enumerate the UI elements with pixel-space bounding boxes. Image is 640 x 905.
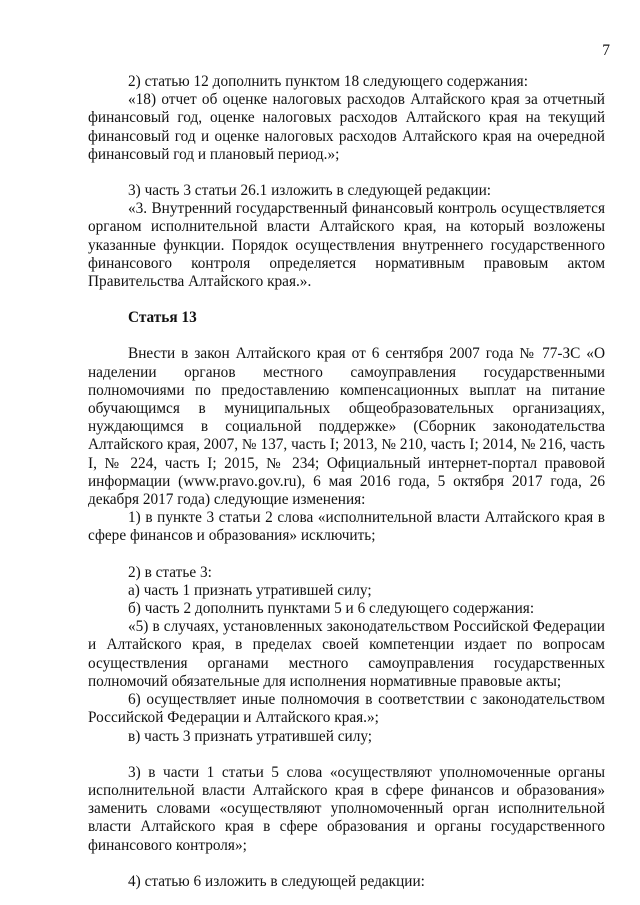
page-number: 7 [602, 42, 610, 59]
paragraph: 1) в пункте 3 статьи 2 слова «исполнительной власти Алтайского края в сфере финансов и образования» исключить; [88, 509, 605, 545]
paragraph: 4) статью 6 изложить в следующей редакции: [128, 872, 425, 890]
paragraph: «18) отчет об оценке налоговых расходов Алтайского края за отчетный финансовый год, оценке налоговых расходов Алтайского края на текущий финансовый год и оценке налоговых расходов Алтайского края на очередной финансовый год и плановый период.»; [88, 91, 605, 163]
paragraph: б) часть 2 дополнить пунктами 5 и 6 следующего содержания: [128, 600, 535, 618]
paragraph-gap [88, 327, 605, 345]
paragraph: 6) осуществляет иные полномочия в соответствии с законодательством Российской Федерации и Алтайского края.»; [88, 691, 605, 727]
paragraph: 3) в части 1 статьи 5 слова «осуществляют уполномоченные органы исполнительной власти Алтайского края в сфере финансов и образования» заменить словами «осуществляют уполномоченный орган исполнительной власти Алтайского края в сфере образования и органы государственного финансового контроля»; [88, 763, 605, 854]
paragraph: «5) в случаях, установленных законодательством Российской Федерации и Алтайского края, в пределах своей компетенции издает по вопросам осуществления органами местного самоуправления государственных полномочий обязательные для исполнения нормативные правовые акты; [88, 618, 605, 690]
paragraph: 3) часть 3 статьи 26.1 изложить в следующей редакции: [128, 182, 492, 200]
paragraph-gap [88, 746, 605, 764]
paragraph: 2) в статье 3: [128, 563, 212, 581]
document-body [88, 73, 605, 891]
paragraph: в) часть 3 признать утратившей силу; [128, 727, 373, 745]
article-heading: Статья 13 [128, 309, 197, 327]
paragraph: «3. Внутренний государственный финансовый контроль осуществляется органом исполнительной власти Алтайского края, на который возложены указанные функции. Порядок осуществления внутреннего государственного финансового контроля определяется нормативным правовым актом Правительства Алтайского края.». [88, 200, 605, 291]
paragraph-gap [88, 855, 605, 873]
paragraph: а) часть 1 признать утратившей силу; [128, 581, 372, 599]
paragraph-gap [88, 291, 605, 309]
paragraph-gap [88, 546, 605, 564]
paragraph: 2) статью 12 дополнить пунктом 18 следующего содержания: [128, 73, 528, 90]
paragraph: Внести в закон Алтайского края от 6 сентября 2007 года № 77-ЗС «О наделении органов местного самоуправления государственными полномочиями по предоставлению компенсационных выплат на питание обучающимся в муниципальных общеобразовательных организациях, нуждающимся в социальной поддержке» (Сборник законодательства Алтайского края, 2007, № 137, часть I; 2013, № 210, часть I; 2014, № 216, часть I, № 224, часть I; 2015, № 234; Официальный интернет-портал правовой информации (www.pravo.gov.ru), 6 мая 2016 года, 5 октября 2017 года, 26 декабря 2017 года) следующие изменения: [88, 345, 605, 509]
paragraph-gap [88, 164, 605, 182]
